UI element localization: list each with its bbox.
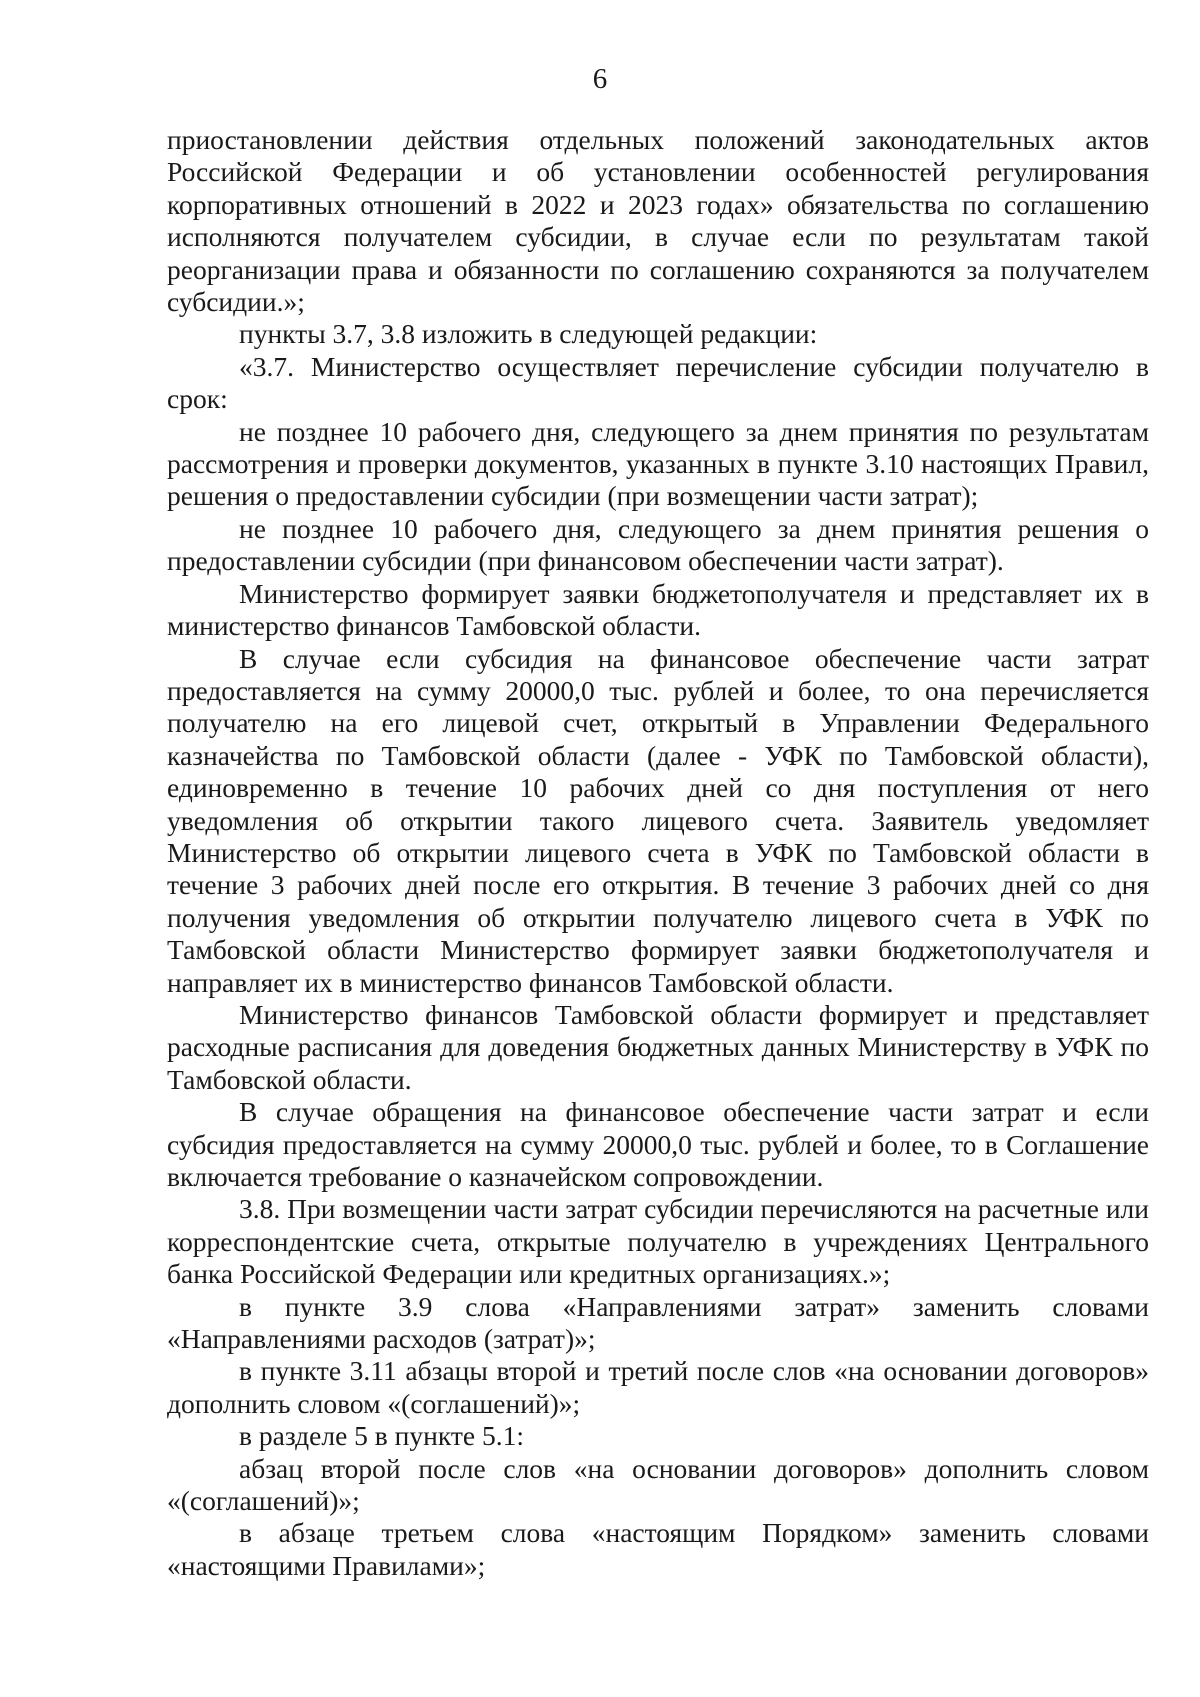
paragraph: не позднее 10 рабочего дня, следующего за днем принятия решения о предоставлении субсидии (при финансовом обеспечении части затрат). xyxy=(167,512,1149,577)
paragraph-continuation: приостановлении действия отдельных положений законодательных актов Российской Федерации и об установлении особенностей регулирования корпоративных отношений в 2022 и 2023 годах» обязательства по соглашению исполняются получателем субсидии, в случае если по результатам такой реорганизации права и обязанности по соглашению сохраняются за получателем субсидии.»; xyxy=(167,124,1149,318)
document-body xyxy=(167,124,1149,1582)
paragraph: Министерство финансов Тамбовской области формирует и представляет расходные расписания для доведения бюджетных данных Министерству в УФК по Тамбовской области. xyxy=(167,998,1149,1095)
page-number: 6 xyxy=(592,63,608,95)
paragraph: абзац второй после слов «на основании договоров» дополнить словом «(соглашений)»; xyxy=(167,1452,1149,1517)
paragraph: В случае если субсидия на финансовое обеспечение части затрат предоставляется на сумму 20000,0 тыс. рублей и более, то она перечисляется получателю на его лицевой счет, открытый в Управлении Федерального казначейства по Тамбовской области (далее - УФК по Тамбовской области), единовременно в течение 10 рабочих дней со дня поступления от него уведомления об открытии такого лицевого счета. Заявитель уведомляет Министерство об открытии лицевого счета в УФК по Тамбовской области в течение 3 рабочих дней после его открытия. В течение 3 рабочих дней со дня получения уведомления об открытии получателю лицевого счета в УФК по Тамбовской области Министерство формирует заявки бюджетополучателя и направляет их в министерство финансов Тамбовской области. xyxy=(167,642,1149,998)
paragraph: в пункте 3.9 слова «Направлениями затрат» заменить словами «Направлениями расходов (затрат)»; xyxy=(167,1290,1149,1355)
paragraph: в разделе 5 в пункте 5.1: xyxy=(239,1420,524,1452)
paragraph: Министерство формирует заявки бюджетополучателя и представляет их в министерство финансов Тамбовской области. xyxy=(167,577,1149,642)
paragraph: «3.7. Министерство осуществляет перечисление субсидии получателю в срок: xyxy=(167,350,1149,415)
paragraph: пункты 3.7, 3.8 изложить в следующей редакции: xyxy=(239,318,818,350)
paragraph: в абзаце третьем слова «настоящим Порядком» заменить словами «настоящими Правилами»; xyxy=(167,1517,1149,1581)
paragraph: 3.8. При возмещении части затрат субсидии перечисляются на расчетные или корреспондентские счета, открытые получателю в учреждениях Центрального банка Российской Федерации или кредитных организациях.»; xyxy=(167,1193,1149,1290)
paragraph: В случае обращения на финансовое обеспечение части затрат и если субсидия предоставляется на сумму 20000,0 тыс. рублей и более, то в Соглашение включается требование о казначейском сопровождении. xyxy=(167,1096,1149,1192)
paragraph: не позднее 10 рабочего дня, следующего за днем принятия по результатам рассмотрения и проверки документов, указанных в пункте 3.10 настоящих Правил, решения о предоставлении субсидии (при возмещении части затрат); xyxy=(167,415,1149,512)
paragraph: в пункте 3.11 абзацы второй и третий после слов «на основании договоров» дополнить словом «(соглашений)»; xyxy=(167,1355,1149,1419)
